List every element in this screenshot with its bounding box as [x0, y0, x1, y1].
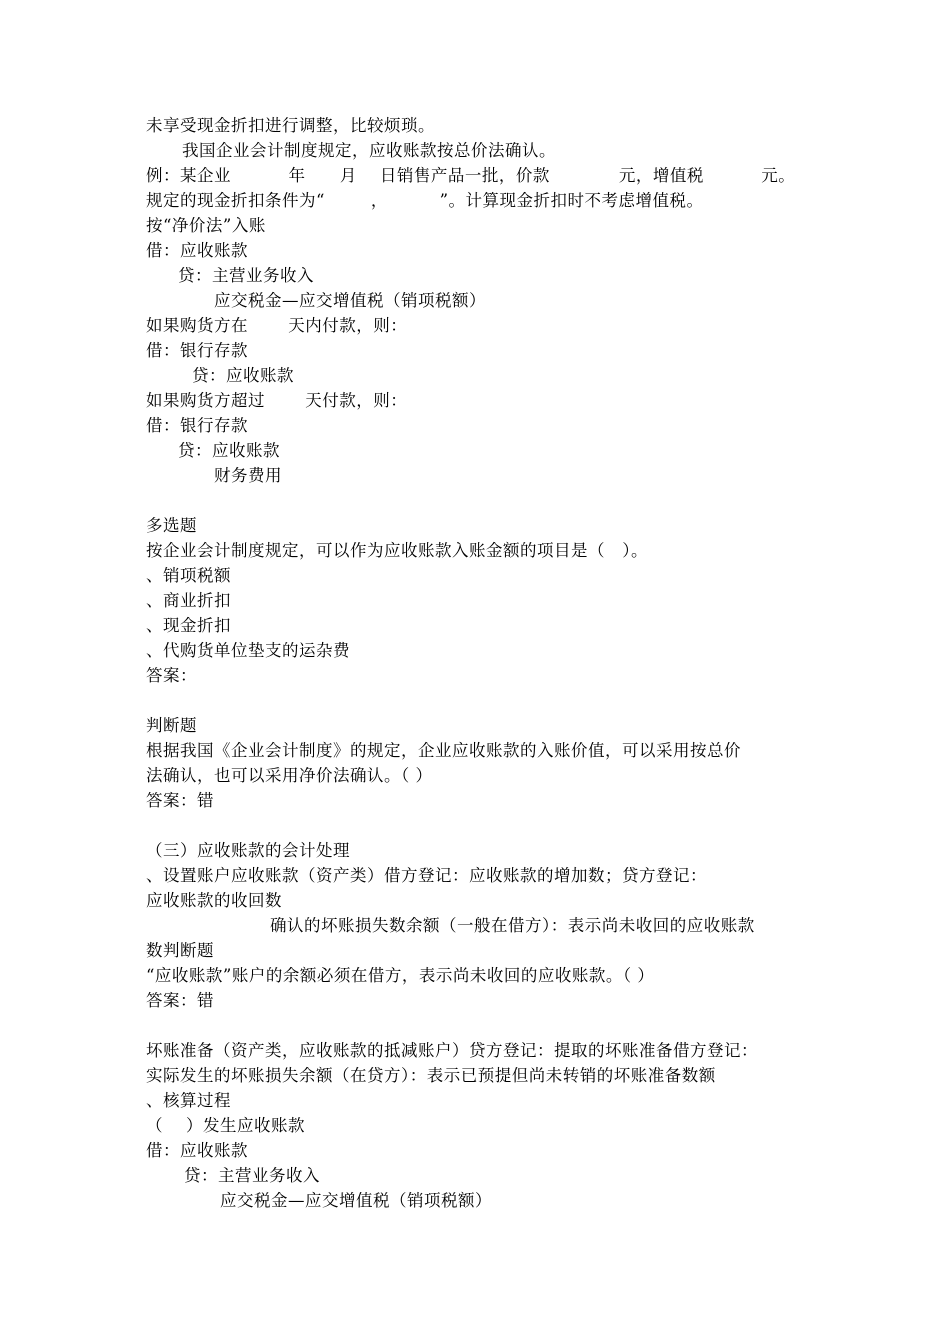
text-line: 确认的坏账损失数余额（一般在借方）：表示尚未收回的应收账款: [270, 916, 755, 935]
text-line: 贷：主营业务收入: [184, 1166, 320, 1185]
text-line: 未享受现金折扣进行调整，比较烦琐。: [146, 116, 435, 135]
text-line: 应交税金—应交增值税（销项税额）: [220, 1191, 492, 1210]
text-line: 财务费用: [214, 466, 282, 485]
text-line: 应收账款的收回数: [146, 891, 282, 910]
section-heading: 判断题: [146, 716, 197, 735]
text-line: 实际发生的坏账损失余额（在贷方）：表示已预提但尚未转销的坏账准备数额: [146, 1066, 716, 1085]
text-line: 坏账准备（资产类，应收账款的抵减账户）贷方登记：提取的坏账准备借方登记：: [146, 1041, 758, 1060]
text-line: 贷：应收账款: [192, 366, 294, 385]
text-line: 如果购货方超过 天付款，则：: [146, 391, 408, 410]
text-line: 规定的现金折扣条件为“ ， ”。计算现金折扣时不考虑增值税。: [146, 191, 704, 210]
text-line: 、核算过程: [146, 1091, 231, 1110]
text-line: 借：应收账款: [146, 1141, 248, 1160]
answer-option: 、代购货单位垫支的运杂费: [146, 641, 350, 660]
answer-option: 、商业折扣: [146, 591, 231, 610]
text-line: 如果购货方在 天内付款，则：: [146, 316, 408, 335]
answer-line: 答案：错: [146, 991, 214, 1010]
question-text: 法确认，也可以采用净价法确认。（ ）: [146, 766, 433, 785]
answer-option: 、现金折扣: [146, 616, 231, 635]
text-line: 贷：应收账款: [178, 441, 280, 460]
text-line: 借：银行存款: [146, 341, 248, 360]
text-line: 数判断题: [146, 941, 214, 960]
question-text: 根据我国《企业会计制度》的规定，企业应收账款的入账价值，可以采用按总价: [146, 741, 741, 760]
text-line: 借：应收账款: [146, 241, 248, 260]
text-line: 我国企业会计制度规定，应收账款按总价法确认。: [182, 141, 556, 160]
answer-line: 答案：错: [146, 791, 214, 810]
text-line: 按“净价法”入账: [146, 216, 266, 235]
answer-option: 、销项税额: [146, 566, 231, 585]
section-heading: 多选题: [146, 516, 197, 535]
answer-line: 答案：: [146, 666, 197, 685]
section-heading: （三）应收账款的会计处理: [146, 841, 350, 860]
text-line: 应交税金—应交增值税（销项税额）: [214, 291, 486, 310]
question-text: 按企业会计制度规定，可以作为应收账款入账金额的项目是（ ）。: [146, 541, 648, 560]
text-line: 例：某企业 年 月 日销售产品一批，价款 元，增值税 元。: [146, 166, 796, 185]
question-text: “应收账款”账户的余额必须在借方，表示尚未收回的应收账款。（ ）: [146, 966, 655, 985]
text-line: （ ）发生应收账款: [146, 1116, 305, 1135]
text-line: 贷：主营业务收入: [178, 266, 314, 285]
text-line: 借：银行存款: [146, 416, 248, 435]
text-line: 、设置账户应收账款（资产类）借方登记：应收账款的增加数；贷方登记：: [146, 866, 707, 885]
